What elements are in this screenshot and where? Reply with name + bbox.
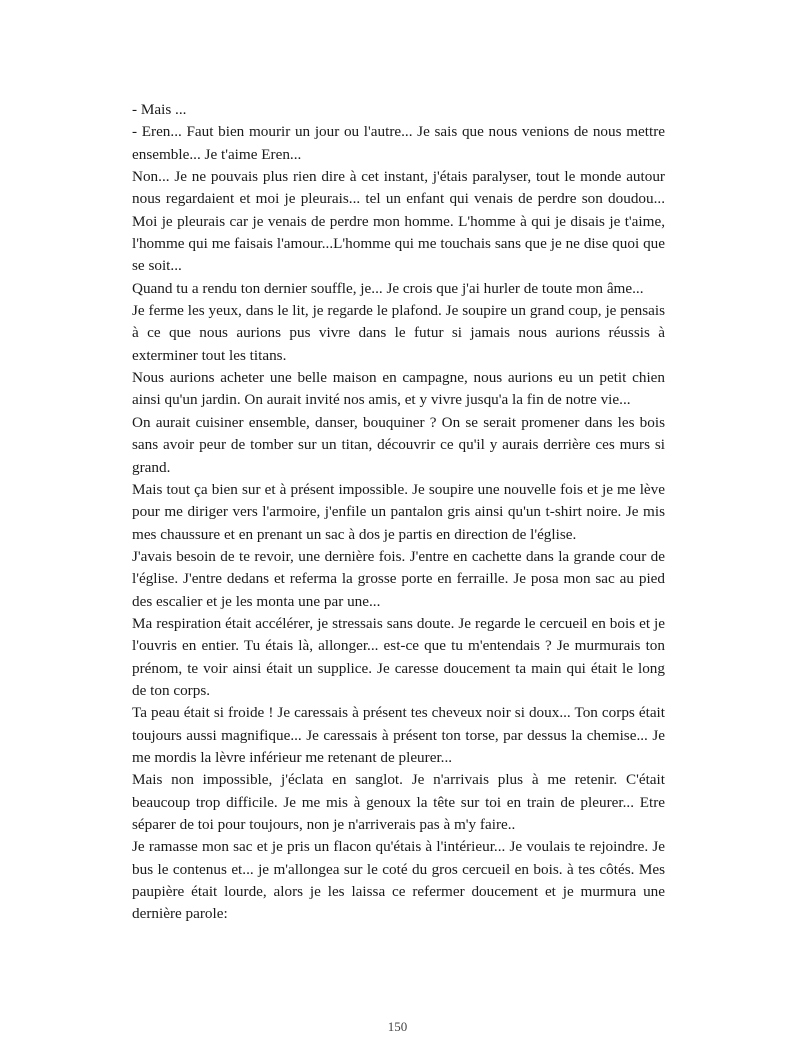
paragraph: Mais non impossible, j'éclata en sanglot. Je n'arrivais plus à me retenir. C'était beaucoup trop difficile. Je me mis à genoux la tête sur toi en train de pleurer... Etre séparer de toi pour toujours, non je n'arriverais pas à m'y faire..: [132, 771, 665, 833]
paragraph: - Eren... Faut bien mourir un jour ou l'autre... Je sais que nous venions de nous mettre ensemble... Je t'aime Eren...: [132, 123, 665, 163]
paragraph: Nous aurions acheter une belle maison en campagne, nous aurions eu un petit chien ainsi qu'un jardin. On aurait invité nos amis, et y vivre jusqu'a la fin de notre vie...: [132, 369, 665, 409]
paragraph: J'avais besoin de te revoir, une dernière fois. J'entre en cachette dans la grande cour de l'église. J'entre dedans et referma la grosse porte en ferraille. Je posa mon sac au pied des escalier et je les monta une par une...: [132, 547, 665, 610]
page-number: 150: [387, 1019, 408, 1034]
paragraph: Je ramasse mon sac et je pris un flacon qu'étais à l'intérieur... Je voulais te rejoindre. Je bus le contenus et... je m'allongea sur le coté du gros cercueil en bois. à tes côtés. Mes paupière était lourde, alors je les laissa ce refermer doucement et je murmura une dernière parole:: [132, 838, 665, 923]
paragraph: Quand tu a rendu ton dernier souffle, je... Je crois que j'ai hurler de toute mon âme...: [132, 279, 644, 297]
paragraph: Mais tout ça bien sur et à présent impossible. Je soupire une nouvelle fois et je me lève pour me diriger vers l'armoire, j'enfile un pantalon gris ainsi qu'un t-shirt noire. Je mis mes chaussure et en prenant un sac à dos je partis en direction de l'église.: [132, 480, 665, 543]
paragraph: Je ferme les yeux, dans le lit, je regarde le plafond. Je soupire un grand coup, je pensais à ce que nous aurions pus vivre dans le futur si jamais nous aurions réussis à exterminer tout les titans.: [132, 302, 665, 364]
paragraph: On aurait cuisiner ensemble, danser, bouquiner ? On se serait promener dans les bois sans avoir peur de tomber sur un titan, découvrir ce qu'il y aurais derrière ces murs si grand.: [132, 413, 665, 476]
paragraph: Ta peau était si froide ! Je caressais à présent tes cheveux noir si doux... Ton corps était toujours aussi magnifique... Je caressais à présent ton torse, par dessus la chemise... Je me mordis la lèvre inférieur me retenant de pleurer...: [132, 704, 665, 766]
paragraph: Ma respiration était accélérer, je stressais sans doute. Je regarde le cercueil en bois et je l'ouvris en entier. Tu étais là, allonger... est-ce que tu m'entendais ? Je murmurais ton prénom, te voir ainsi était un supplice. Je caresse doucement ta main qui était le long de ton corps.: [132, 614, 665, 699]
page-body: [132, 99, 665, 926]
paragraph: Non... Je ne pouvais plus rien dire à cet instant, j'étais paralyser, tout le monde autour nous regardaient et moi je pleurais... tel un enfant qui venais de perdre son doudou... Moi je pleurais car je venais de perdre mon homme. L'homme à qui je disais je t'aime, l'homme qui me faisais l'amour...L'homme qui me touchais sans que je ne dise quoi que se soit...: [132, 168, 665, 275]
paragraph: - Mais ...: [132, 101, 187, 118]
